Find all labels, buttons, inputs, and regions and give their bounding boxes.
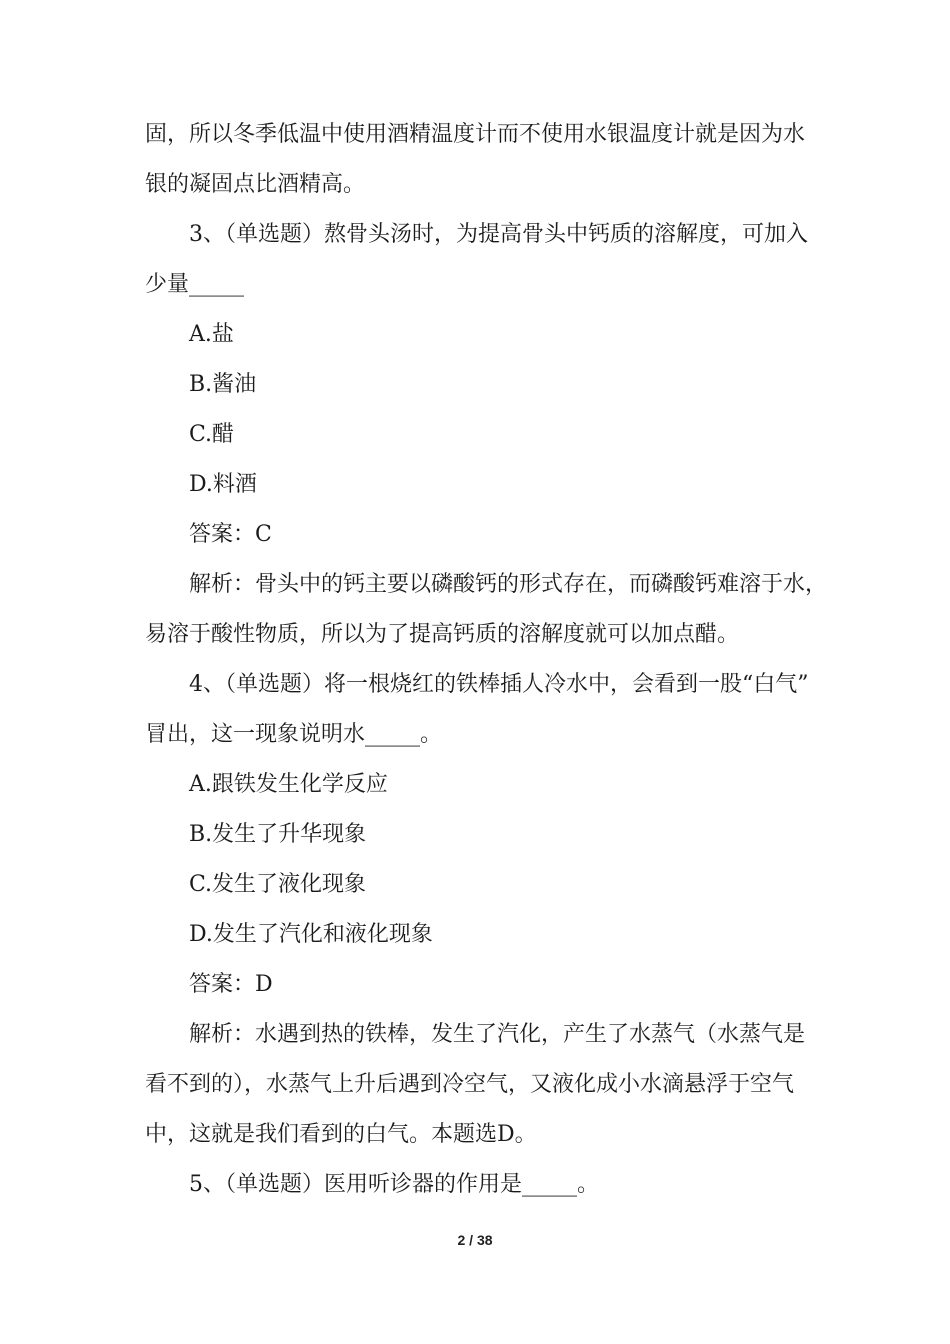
text-line: 看不到的），水蒸气上升后遇到冷空气，又液化成小水滴悬浮于空气 — [145, 1072, 795, 1097]
answer: 答案：D — [189, 972, 273, 997]
question-5: 5、（单选题）医用听诊器的作用是_____。 — [189, 1172, 599, 1197]
option-b: B.发生了升华现象 — [189, 822, 367, 847]
text-line: 冒出，这一现象说明水_____。 — [145, 722, 443, 747]
text-line: 中，这就是我们看到的白气。本题选D。 — [145, 1122, 537, 1147]
question-4: 4、（单选题）将一根烧红的铁棒插人冷水中，会看到一股“白气” — [189, 672, 809, 697]
explanation: 解析：骨头中的钙主要以磷酸钙的形式存在，而磷酸钙难溶于水， — [189, 572, 828, 597]
option-a: A.跟铁发生化学反应 — [189, 772, 388, 797]
option-d: D.发生了汽化和液化现象 — [189, 922, 433, 947]
answer: 答案：C — [189, 522, 272, 547]
option-c: C.发生了液化现象 — [189, 872, 367, 897]
page-number: 2 / 38 — [457, 1232, 493, 1248]
text-line: 少量_____ — [145, 272, 245, 297]
option-d: D.料酒 — [189, 472, 257, 497]
option-b: B.酱油 — [189, 372, 257, 397]
text-line: 银的凝固点比酒精高。 — [145, 172, 366, 197]
option-a: A.盐 — [189, 322, 234, 347]
explanation: 解析：水遇到热的铁棒，发生了汽化，产生了水蒸气（水蒸气是 — [189, 1022, 806, 1047]
text-line: 易溶于酸性物质，所以为了提高钙质的溶解度就可以加点醋。 — [145, 622, 740, 647]
option-c: C.醋 — [189, 422, 235, 447]
question-3: 3、（单选题）熬骨头汤时，为提高骨头中钙质的溶解度，可加入 — [189, 222, 808, 247]
text-line: 固，所以冬季低温中使用酒精温度计而不使用水银温度计就是因为水 — [145, 122, 806, 147]
